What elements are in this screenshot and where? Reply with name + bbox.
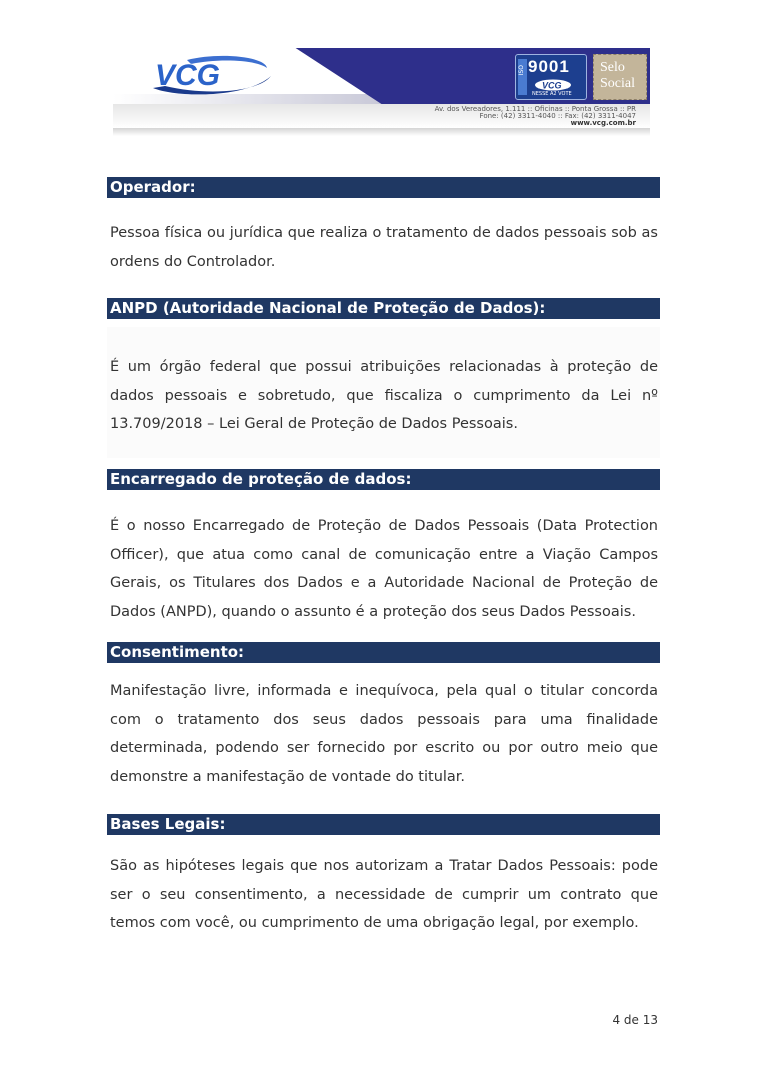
vcg-logo <box>147 52 275 96</box>
letterhead-shadow <box>113 128 650 136</box>
heading-consentimento: Consentimento: <box>107 642 660 663</box>
company-address <box>435 106 636 127</box>
phone-line: Fone: (42) 3311-4040 :: Fax: (42) 3311-4047 <box>479 112 636 120</box>
heading-encarregado: Encarregado de proteção de dados: <box>107 469 660 490</box>
selo-social-seal <box>593 54 647 100</box>
text-bases-legais: São as hipóteses legais que nos autorizam a Tratar Dados Pessoais: pode ser o seu consentimento, a necessidade de cumprir um contrato que temos com você, ou cumprimento de uma obrigação legal, por exemplo. <box>110 858 658 931</box>
iso-mini-vcg-logo <box>534 79 572 91</box>
iso-side-strip <box>518 59 527 95</box>
vcg-logo-text: VCG <box>155 59 221 92</box>
iso-caption: NESSE A2 VOTE <box>532 91 572 97</box>
text-encarregado: É o nosso Encarregado de Proteção de Dados Pessoais (Data Protection Officer), que atua como canal de comunicação entre a Viação Campos Gerais, os Titulares dos Dados e a Autoridade Nacional de Proteção de Dados (ANPD), quando o assunto é a proteção dos seus Dados Pessoais. <box>110 518 658 620</box>
iso-9001-badge <box>515 54 587 100</box>
heading-operador: Operador: <box>107 177 660 198</box>
letterhead <box>113 48 650 136</box>
iso-side-label: ISO <box>518 65 525 76</box>
page-number: 4 de 13 <box>612 1013 658 1027</box>
iso-number: 9001 <box>528 57 570 76</box>
address-line: Av. dos Vereadores, 1.111 :: Oficinas :: Ponta Grossa :: PR <box>434 105 636 113</box>
text-anpd: É um órgão federal que possui atribuições relacionadas à proteção de dados pessoais e sobretudo, que fiscaliza o cumprimento da Lei nº 13.709/2018 – Lei Geral de Proteção de Dados Pessoais. <box>110 359 658 432</box>
seal-line-1: Selo <box>600 60 625 75</box>
website-line: www.vcg.com.br <box>570 119 636 127</box>
text-consentimento: Manifestação livre, informada e inequívoca, pela qual o titular concorda com o tratamento dos seus dados pessoais para uma finalidade determinada, podendo ser fornecido por escrito ou por outro meio que demonstre a manifestação de vontade do titular. <box>110 683 658 785</box>
seal-line-2: Social <box>600 76 635 91</box>
heading-anpd: ANPD (Autoridade Nacional de Proteção de Dados): <box>107 298 660 319</box>
iso-mini-logo-text: VCG <box>542 80 562 91</box>
text-operador: Pessoa física ou jurídica que realiza o tratamento de dados pessoais sob as ordens do Controlador. <box>110 225 658 270</box>
heading-bases-legais: Bases Legais: <box>107 814 660 835</box>
